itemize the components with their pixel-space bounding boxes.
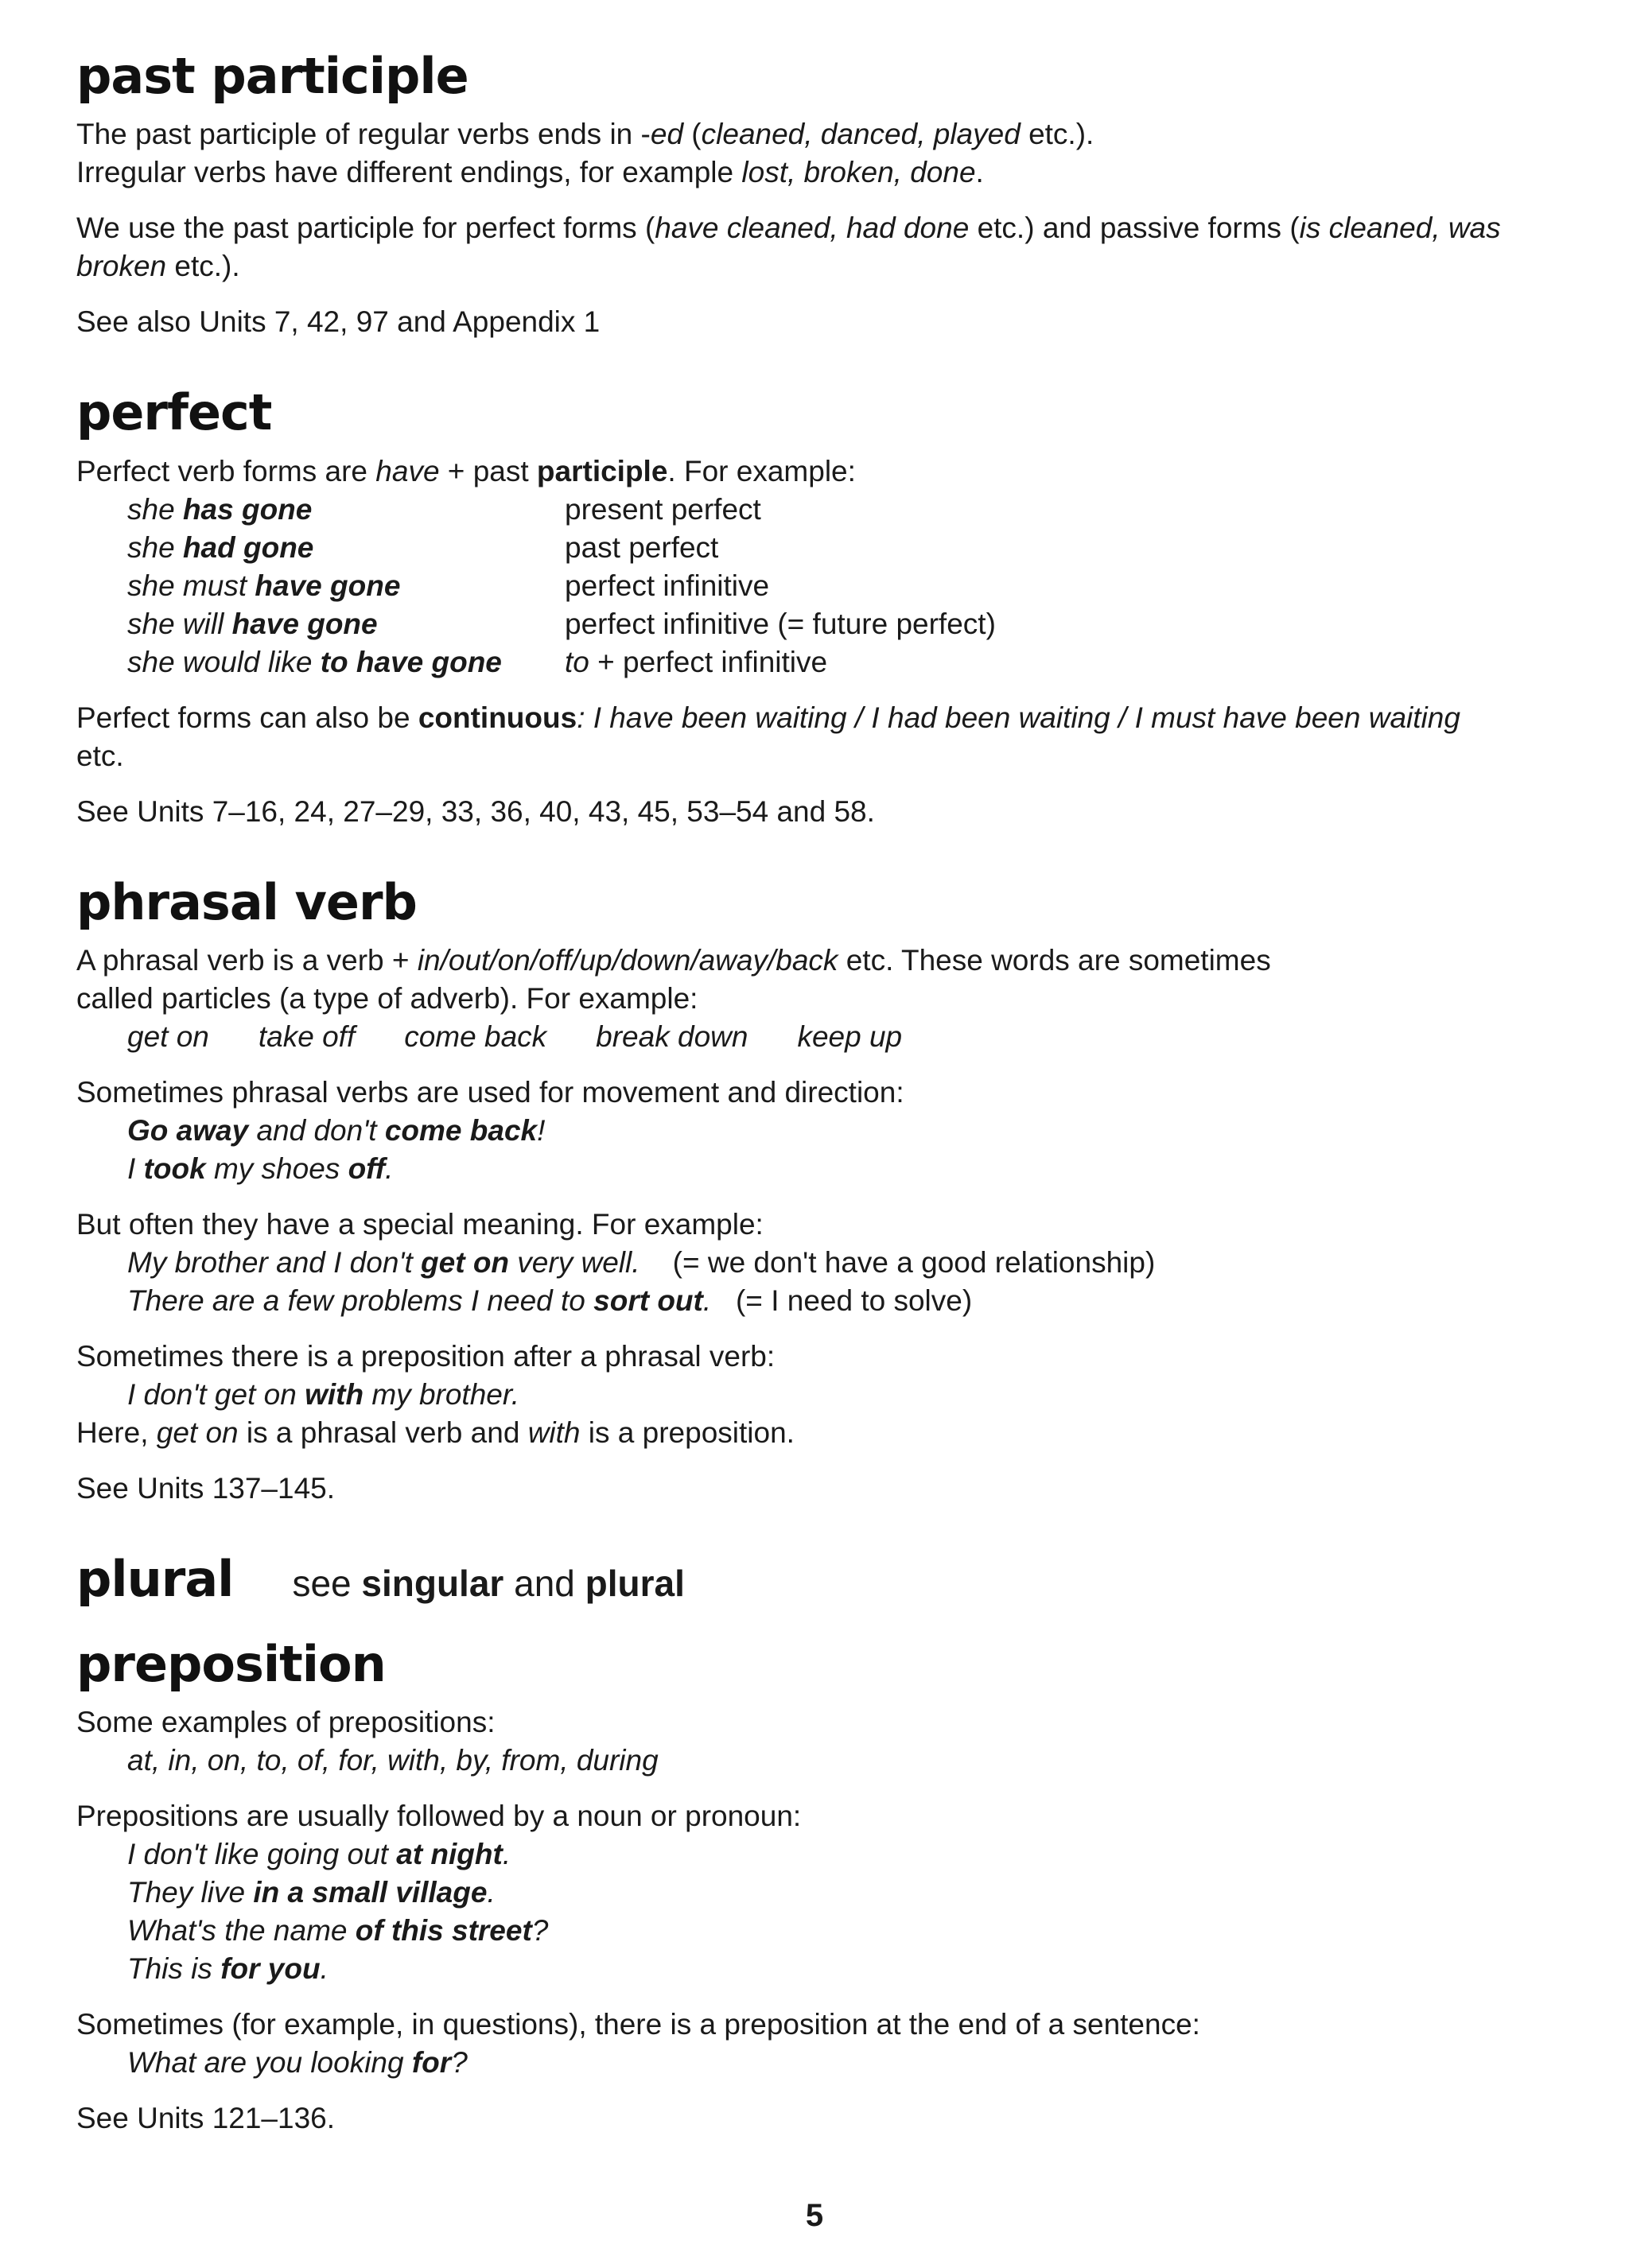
paragraph: The past participle of regular verbs ends in -ed (cleaned, danced, played etc.). (76, 118, 1094, 151)
see-also: See Units 7–16, 24, 27–29, 33, 36, 40, 43, 45, 53–54 and 58. (76, 794, 875, 828)
paragraph: A phrasal verb is a verb + in/out/on/off/up/down/away/back etc. These words are sometimes (76, 943, 1271, 977)
example-sentence: They live in a small village. (127, 1876, 496, 1909)
example-item: come back (404, 1019, 547, 1053)
example-item: keep up (797, 1019, 903, 1053)
heading-phrasal-verb: phrasal verb (76, 872, 417, 931)
example-sentence: My brother and I don't get on very well. (= we don't have a good relationship) (127, 1245, 1156, 1279)
paragraph: Irregular verbs have different endings, for example lost, broken, done. (76, 156, 984, 189)
table-row: she would like to have gone to + perfect infinitive (127, 645, 828, 678)
paragraph: Sometimes (for example, in questions), there is a preposition at the end of a sentence: (76, 2008, 1200, 2041)
heading-preposition: preposition (76, 1635, 386, 1694)
section-past-participle (76, 48, 1508, 341)
section-phrasal-verb (76, 874, 1508, 1508)
paragraph: We use the past participle for perfect forms (have cleaned, had done etc.) and passive forms (is cleaned, was broken etc.). (76, 212, 1501, 283)
cross-reference: see singular and plural (292, 1562, 685, 1604)
example-item: break down (596, 1019, 748, 1053)
example-sentence: This is for you. (127, 1952, 329, 1986)
heading-perfect: perfect (76, 383, 272, 442)
section-perfect (76, 384, 1508, 830)
paragraph: Sometimes phrasal verbs are used for movement and direction: (76, 1075, 904, 1109)
section-preposition (76, 1636, 1508, 2138)
page-number: 5 (805, 2198, 824, 2233)
see-also: See also Units 7, 42, 97 and Appendix 1 (76, 305, 601, 339)
heading-plural: plural (76, 1549, 234, 1608)
preposition-list: at, in, on, to, of, for, with, by, from, during (127, 1744, 659, 1777)
example-sentence: I don't get on with my brother. (127, 1377, 520, 1411)
example-item: take off (258, 1019, 356, 1053)
example-sentence: There are a few problems I need to sort out. (= I need to solve) (127, 1284, 973, 1317)
section-plural (76, 1551, 1508, 1607)
table-row: she must have gone perfect infinitive (127, 569, 770, 602)
see-also: See Units 137–145. (76, 1471, 336, 1505)
paragraph: Prepositions are usually followed by a noun or pronoun: (76, 1800, 802, 1833)
example-sentence: What are you looking for? (127, 2046, 468, 2080)
paragraph: But often they have a special meaning. For example: (76, 1207, 764, 1241)
phrasal-examples (76, 1018, 1508, 1056)
see-also: See Units 121–136. (76, 2102, 336, 2135)
table-row: she had gone past perfect (127, 530, 719, 564)
paragraph: Sometimes there is a preposition after a phrasal verb: (76, 1339, 776, 1373)
example-item: get on (127, 1019, 209, 1053)
example-sentence: I took my shoes off. (127, 1151, 394, 1185)
paragraph: Perfect forms can also be continuous: I have been waiting / I had been waiting / I must have been waiting etc. (76, 701, 1460, 772)
example-sentence: Go away and don't come back! (127, 1113, 546, 1147)
example-sentence: What's the name of this street? (127, 1914, 549, 1948)
heading-past-participle: past participle (76, 47, 468, 105)
perfect-forms-table (127, 491, 996, 682)
paragraph: called particles (a type of adverb). For example: (76, 981, 698, 1015)
paragraph: Some examples of prepositions: (76, 1706, 496, 1739)
table-row: she has gone present perfect (127, 492, 761, 526)
glossary-page (76, 48, 1508, 2138)
paragraph: Perfect verb forms are have + past participle. For example: (76, 454, 856, 487)
table-row: she will have gone perfect infinitive (= future perfect) (127, 607, 996, 640)
example-sentence: I don't like going out at night. (127, 1838, 511, 1871)
paragraph: Here, get on is a phrasal verb and with is a preposition. (76, 1416, 795, 1449)
